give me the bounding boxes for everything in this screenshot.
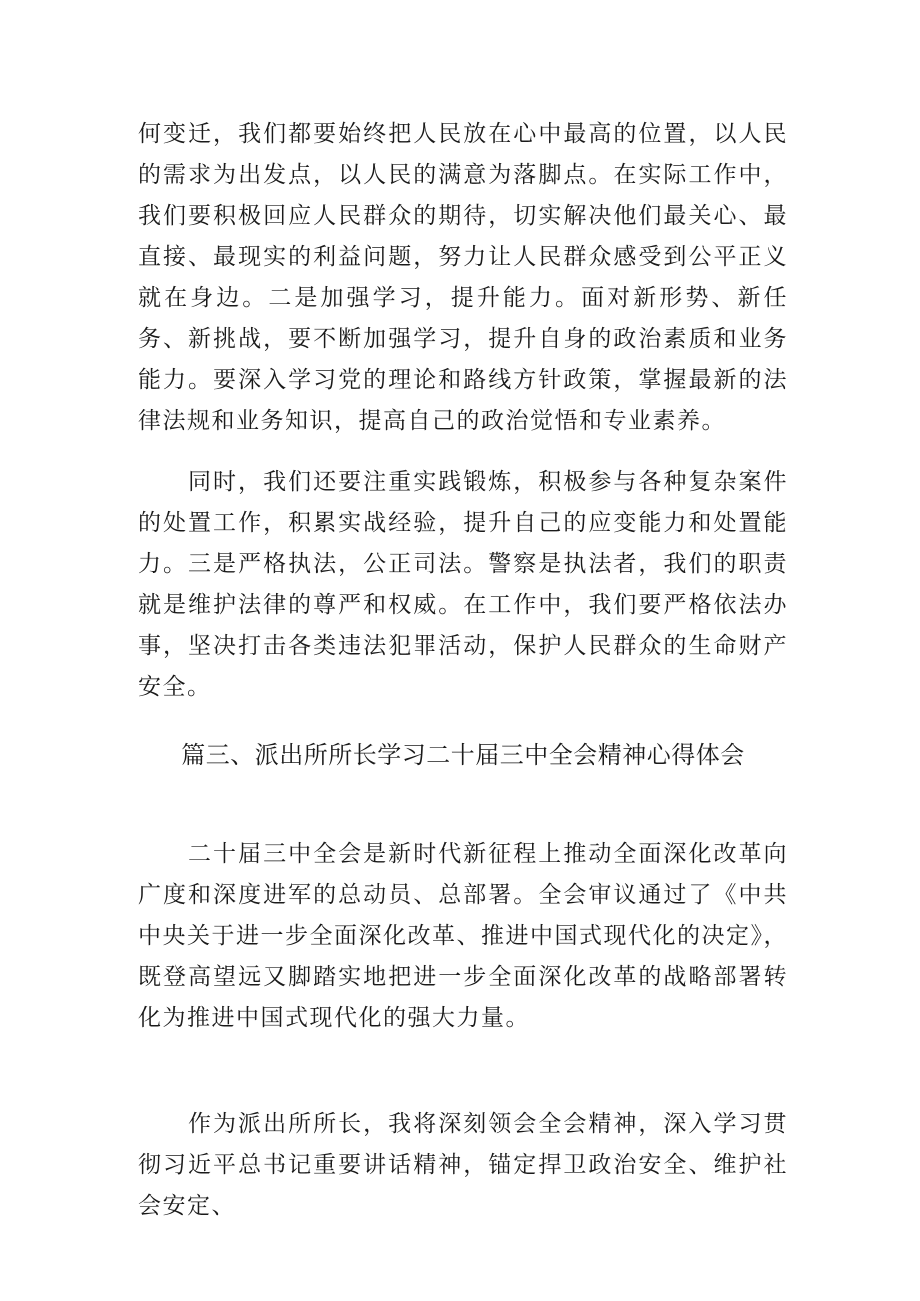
body-paragraph: 作为派出所所长，我将深刻领会全会精神，深入学习贯彻习近平总书记重要讲话精神，锚定捍卫政治安全、维护社会安定、 [138, 1111, 788, 1219]
body-paragraph: 二十届三中全会是新时代新征程上推动全面深化改革向广度和深度进军的总动员、总部署。全会审议通过了《中共中央关于进一步全面深化改革、推进中国式现代化的决定》，既登高望远又脚踏实地把进一步全面深化改革的战略部署转化为推进中国式现代化的强大力量。 [138, 841, 788, 1031]
body-paragraph: 同时，我们还要注重实践锻炼，积极参与各种复杂案件的处置工作，积累实战经验，提升自己的应变能力和处置能力。三是严格执法，公正司法。警察是执法者，我们的职责就是维护法律的尊严和权威。在工作中，我们要严格依法办事，坚决打击各类违法犯罪活动，保护人民群众的生命财产安全。 [138, 469, 788, 700]
body-paragraph: 何变迁，我们都要始终把人民放在心中最高的位置，以人民的需求为出发点，以人民的满意为落脚点。在实际工作中，我们要积极回应人民群众的期待，切实解决他们最关心、最直接、最现实的利益问题，努力让人民群众感受到公平正义就在身边。二是加强学习，提升能力。面对新形势、新任务、新挑战，要不断加强学习，提升自身的政治素质和业务能力。要深入学习党的理论和路线方针政策，掌握最新的法律法规和业务知识，提高自己的政治觉悟和专业素养。 [138, 121, 788, 434]
section-heading: 篇三、派出所所长学习二十届三中全会精神心得体会 [181, 741, 745, 769]
